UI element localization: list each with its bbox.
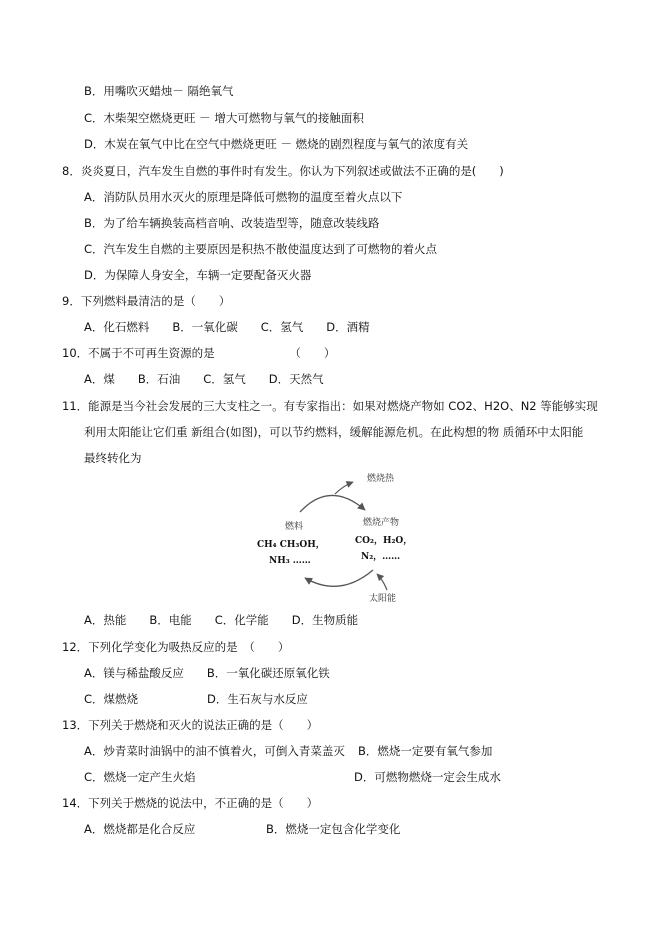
q7-option-d: D．木炭在氧气中比在空气中燃烧更旺 － 燃烧的剧烈程度与氧气的浓度有关 [84,137,469,151]
label-solar-energy: 太阳能 [369,594,397,604]
q13-stem: 13．下列关于燃烧和灭火的说法正确的是（ ） [62,718,319,732]
label-combustion-heat: 燃烧热 [367,474,395,484]
q13-option-c: C．燃烧一定产生火焰 [84,770,196,784]
q8-option-a: A．消防队员用水灭火的原理是降低可燃物的温度至着火点以下 [84,190,403,204]
q7-option-b: B．用嘴吹灭蜡烛－ 隔绝氧气 [84,84,234,98]
arc-products-to-fuel [305,570,373,586]
q14-stem: 14．下列关于燃烧的说法中，不正确的是（ ） [62,796,319,810]
fuel-formula-line1: CH₄ CH₃OH， [257,540,325,550]
q12-options-row1: A．镁与稀盐酸反应 B．一氧化碳还原氧化铁 [84,666,330,680]
q13-option-d: D．可燃物燃烧一定会生成水 [354,770,501,784]
product-formula-line1: CO₂，H₂O， [355,536,413,546]
q14-option-b: B．燃烧一定包含化学变化 [266,822,401,836]
energy-cycle-diagram [255,470,430,610]
q8-stem: 8．炎炎夏日，汽车发生自燃的事件时有发生。你认为下列叙述或做法不正确的是( ) [62,164,504,178]
label-combustion-products: 燃烧产物 [363,518,400,528]
q7-option-c: C．木柴架空燃烧更旺 － 增大可燃物与氧气的接触面积 [84,111,364,125]
arc-fuel-to-products [300,495,365,512]
fuel-formula-line2: NH₃ …… [269,556,311,566]
q9-options: A．化石燃料 B．一氧化碳 C．氢气 D．酒精 [84,320,370,334]
q9-stem: 9．下列燃料最清洁的是（ ） [62,294,231,308]
label-fuel: 燃料 [285,522,304,532]
arrow-from-sun [377,574,387,590]
q8-option-c: C．汽车发生自燃的主要原因是积热不散使温度达到了可燃物的着火点 [84,242,438,256]
q10-options: A．煤 B．石油 C．氢气 D．天然气 [84,372,324,386]
arrow-to-heat [335,482,353,494]
q11-options: A．热能 B．电能 C．化学能 D．生物质能 [84,613,359,627]
q13-option-b: B．燃烧一定要有氧气参加 [358,744,493,758]
q11-stem-line2: 利用太阳能让它们重 新组合(如图)，可以节约燃料，缓解能源危机。在此构想的物 质循环中太阳能 [84,425,584,439]
q11-stem-line1: 11．能源是当今社会发展的三大支柱之一。有专家指出：如果对燃烧产物如 CO2、H2O、N2 等能够实现 [62,399,598,413]
q11-stem-line3: 最终转化为 [84,451,142,465]
q8-option-b: B．为了给车辆换装高档音响、改装造型等，随意改装线路 [84,216,380,230]
q10-stem: 10．不属于不可再生资源的是 （ ） [62,346,336,360]
q13-option-a: A．炒青菜时油锅中的油不慎着火，可倒入青菜盖灭 [84,744,345,758]
q14-option-a: A．燃烧都是化合反应 [84,822,196,836]
q12-stem: 12．下列化学变化为吸热反应的是 （ ） [62,640,290,654]
q8-option-d: D．为保障人身安全，车辆一定要配备灭火器 [84,268,312,282]
product-formula-line2: N₂，…… [361,552,401,562]
q12-options-row2: C．煤燃烧 D．生石灰与水反应 [84,692,308,706]
